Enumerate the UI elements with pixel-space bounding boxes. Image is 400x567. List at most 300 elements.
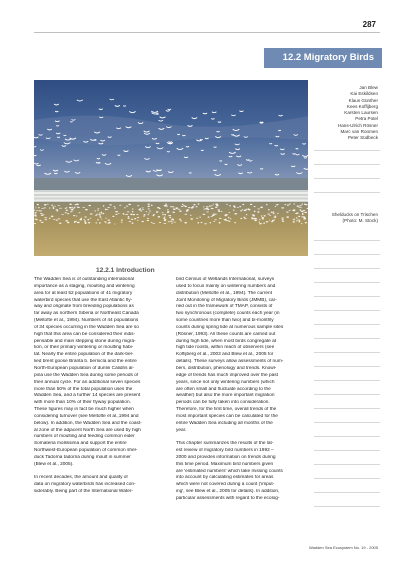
resting-bird bbox=[168, 211, 170, 212]
resting-bird bbox=[192, 206, 194, 207]
resting-bird bbox=[185, 206, 187, 207]
resting-bird bbox=[300, 209, 302, 210]
resting-bird bbox=[137, 217, 140, 218]
body-text-line: pina use the Wadden Sea during some periods of bbox=[34, 372, 139, 378]
resting-bird bbox=[259, 219, 260, 220]
resting-bird bbox=[134, 218, 136, 219]
body-text-line: bers, distribution, phenology and trends. Knowl- bbox=[176, 365, 277, 371]
body-text-line: (Rösner, 1993). All these counts are carried out bbox=[176, 331, 276, 337]
body-text-line: importance as a staging, moulting and wintering bbox=[34, 283, 135, 289]
resting-bird bbox=[196, 218, 198, 219]
resting-bird bbox=[132, 223, 134, 224]
resting-bird bbox=[266, 204, 267, 206]
resting-bird bbox=[53, 219, 55, 220]
resting-bird bbox=[168, 215, 171, 216]
body-text-line: of 34 species occurring in the Wadden Sea are so bbox=[34, 324, 139, 330]
resting-bird bbox=[129, 221, 132, 222]
body-text-line: Wadden Sea, and a further 14 species are present bbox=[34, 393, 141, 399]
resting-bird bbox=[258, 222, 260, 223]
resting-bird bbox=[180, 220, 182, 221]
resting-bird bbox=[162, 214, 164, 215]
resting-bird bbox=[262, 217, 264, 218]
resting-bird bbox=[152, 223, 155, 224]
resting-bird bbox=[131, 219, 134, 220]
resting-bird bbox=[97, 219, 99, 220]
rule-line bbox=[314, 464, 380, 465]
resting-bird bbox=[293, 219, 295, 220]
resting-bird bbox=[119, 205, 122, 206]
resting-bird bbox=[76, 216, 78, 217]
resting-bird bbox=[40, 213, 43, 214]
resting-bird bbox=[74, 207, 76, 208]
author-name: Karsten Laursen bbox=[344, 110, 378, 116]
resting-bird bbox=[175, 207, 178, 208]
rule-line bbox=[314, 436, 380, 437]
resting-bird bbox=[171, 223, 173, 224]
resting-bird bbox=[173, 222, 176, 223]
resting-bird bbox=[267, 214, 270, 215]
resting-bird bbox=[300, 207, 302, 208]
resting-bird bbox=[151, 205, 153, 207]
body-text-line: below). In addition, the Wadden Sea and the coast- bbox=[34, 420, 142, 426]
header-rule bbox=[34, 32, 380, 33]
resting-bird bbox=[144, 214, 146, 215]
body-column-left bbox=[34, 277, 168, 496]
author-name: Jan Blew bbox=[359, 85, 378, 90]
resting-bird bbox=[172, 219, 174, 220]
resting-bird bbox=[230, 218, 232, 219]
resting-bird bbox=[243, 217, 245, 218]
resting-bird bbox=[67, 222, 70, 224]
resting-bird bbox=[169, 217, 171, 218]
resting-bird bbox=[94, 210, 96, 211]
body-text-line: tat. Nearly the entire population of the dark-bel- bbox=[34, 352, 134, 358]
resting-bird bbox=[96, 214, 99, 215]
resting-bird bbox=[124, 207, 126, 208]
flying-bird bbox=[123, 106, 126, 107]
body-text-line: tion, or their primary wintering or moulting habi- bbox=[34, 345, 134, 351]
resting-bird bbox=[67, 213, 69, 214]
resting-bird bbox=[172, 212, 175, 213]
body-text-line: lied brent goose Branta b. bernicla and the entire bbox=[34, 359, 137, 365]
resting-bird bbox=[51, 216, 53, 218]
resting-bird bbox=[266, 221, 269, 222]
body-text-line: al zone of the adjacent North Sea are used by high bbox=[34, 427, 141, 433]
resting-bird bbox=[242, 204, 244, 205]
resting-bird bbox=[136, 214, 138, 215]
resting-bird bbox=[147, 206, 149, 207]
resting-bird bbox=[179, 210, 182, 212]
body-text-line: are often small and fluctuate according to the bbox=[176, 386, 271, 392]
photo-caption bbox=[298, 212, 378, 224]
body-text-line: In recent decades, the amount and quality of bbox=[34, 475, 128, 481]
resting-bird bbox=[228, 212, 230, 213]
resting-bird bbox=[82, 207, 85, 208]
rule-line bbox=[314, 352, 380, 353]
resting-bird bbox=[219, 222, 221, 223]
resting-bird bbox=[252, 215, 255, 216]
resting-bird bbox=[277, 213, 279, 214]
rule-line bbox=[314, 408, 380, 409]
resting-bird bbox=[240, 218, 242, 219]
resting-bird bbox=[228, 217, 230, 219]
resting-bird bbox=[293, 221, 295, 223]
resting-bird bbox=[38, 207, 40, 208]
body-text-line: more than 50% of the total population uses the bbox=[34, 386, 133, 392]
resting-bird bbox=[90, 218, 92, 219]
resting-bird bbox=[88, 222, 90, 223]
resting-bird bbox=[203, 214, 206, 215]
resting-bird bbox=[190, 218, 193, 219]
resting-bird bbox=[184, 222, 187, 224]
resting-bird bbox=[141, 221, 144, 222]
resting-bird bbox=[127, 211, 129, 212]
resting-bird bbox=[212, 215, 215, 216]
resting-bird bbox=[44, 217, 47, 218]
resting-bird bbox=[173, 208, 174, 209]
resting-bird bbox=[69, 204, 72, 206]
body-text-line: high that this area can be considered their indis- bbox=[34, 331, 136, 337]
resting-bird bbox=[229, 205, 231, 207]
body-text-line: ried out in the framework of TMAP, consists of bbox=[176, 304, 273, 310]
body-text-line: particular assessments with regard to the ecolog- bbox=[176, 495, 280, 501]
author-name: Marc van Roomen bbox=[340, 129, 378, 135]
resting-bird bbox=[76, 204, 79, 206]
author-name: Peter Südbeck bbox=[347, 135, 378, 141]
body-text-line: some countries more than two) and bi-monthly bbox=[176, 318, 274, 324]
resting-bird bbox=[121, 222, 123, 223]
author-name: Hans-Ulrich Rösner bbox=[337, 122, 378, 128]
resting-bird bbox=[36, 219, 38, 220]
resting-bird bbox=[84, 217, 86, 218]
resting-bird bbox=[153, 214, 155, 215]
flying-bird bbox=[118, 155, 121, 156]
resting-bird bbox=[65, 208, 67, 209]
body-text-line: during high tide, when most birds congregate at bbox=[176, 338, 277, 344]
body-text-line: which were not covered during a count ('imput- bbox=[176, 482, 275, 488]
body-text-line: weather) but also the more important migration bbox=[176, 393, 275, 399]
resting-bird bbox=[271, 221, 274, 222]
resting-bird bbox=[275, 206, 277, 207]
resting-bird bbox=[237, 207, 240, 208]
body-text-line: used to focus mainly on wintering numbers and bbox=[176, 283, 276, 289]
resting-bird bbox=[138, 209, 141, 210]
resting-bird bbox=[210, 216, 213, 217]
resting-bird bbox=[105, 222, 107, 223]
flying-bird bbox=[260, 122, 263, 123]
resting-bird bbox=[73, 208, 75, 209]
body-text-line: years, since not only wintering numbers (which bbox=[176, 379, 275, 385]
resting-bird bbox=[53, 208, 55, 209]
flying-bird bbox=[201, 150, 204, 151]
resting-bird bbox=[70, 209, 73, 210]
resting-bird bbox=[300, 210, 301, 211]
resting-bird bbox=[143, 216, 145, 217]
resting-bird bbox=[114, 224, 115, 225]
resting-bird bbox=[65, 220, 68, 221]
section-banner bbox=[264, 48, 382, 68]
resting-bird bbox=[299, 205, 302, 206]
resting-bird bbox=[55, 209, 58, 210]
resting-bird bbox=[221, 211, 223, 212]
resting-bird bbox=[115, 214, 118, 215]
resting-bird bbox=[49, 218, 51, 219]
resting-bird bbox=[284, 204, 286, 205]
resting-bird bbox=[170, 221, 173, 222]
body-text-line: year. bbox=[176, 427, 187, 433]
resting-bird bbox=[71, 207, 73, 208]
resting-bird bbox=[59, 208, 62, 209]
body-text-line: siderably. Being part of the International Water- bbox=[34, 489, 134, 495]
rule-line bbox=[314, 492, 380, 493]
rule-line bbox=[314, 506, 380, 507]
resting-bird bbox=[215, 207, 218, 208]
rule-line bbox=[314, 164, 380, 165]
resting-bird bbox=[69, 207, 72, 209]
resting-bird bbox=[273, 212, 275, 213]
resting-bird bbox=[107, 219, 110, 220]
resting-bird bbox=[132, 211, 134, 213]
resting-bird bbox=[271, 212, 273, 213]
resting-bird bbox=[104, 221, 107, 222]
resting-bird bbox=[148, 203, 150, 204]
resting-bird bbox=[186, 210, 189, 212]
resting-bird bbox=[206, 206, 209, 207]
resting-bird bbox=[99, 222, 101, 223]
rule-line bbox=[314, 282, 380, 283]
resting-bird bbox=[226, 220, 229, 221]
author-name: Kees Koffijberg bbox=[346, 103, 378, 109]
resting-bird bbox=[112, 216, 114, 217]
resting-bird bbox=[190, 215, 191, 216]
resting-bird bbox=[107, 223, 109, 224]
resting-bird bbox=[158, 216, 161, 218]
flying-bird bbox=[296, 148, 299, 149]
rule-line bbox=[314, 268, 380, 269]
resting-bird bbox=[254, 220, 257, 221]
resting-bird bbox=[304, 204, 306, 205]
resting-bird bbox=[261, 215, 262, 216]
page-number: 287 bbox=[362, 20, 376, 29]
resting-bird bbox=[84, 220, 86, 221]
resting-bird bbox=[97, 208, 99, 209]
resting-bird bbox=[125, 214, 128, 215]
resting-bird bbox=[163, 223, 166, 224]
resting-bird bbox=[44, 219, 47, 220]
resting-bird bbox=[282, 219, 284, 220]
resting-bird bbox=[37, 204, 39, 205]
resting-bird bbox=[58, 218, 61, 219]
resting-bird bbox=[142, 209, 144, 210]
resting-bird bbox=[100, 212, 102, 213]
resting-bird bbox=[165, 214, 167, 215]
resting-bird bbox=[281, 207, 284, 208]
resting-bird bbox=[219, 218, 222, 219]
resting-bird bbox=[95, 222, 97, 223]
resting-bird bbox=[182, 204, 184, 205]
resting-bird bbox=[214, 219, 217, 220]
resting-bird bbox=[95, 215, 97, 216]
resting-bird bbox=[57, 205, 60, 206]
rule-line bbox=[314, 422, 380, 423]
section-heading: 12.2.1 Introduction bbox=[96, 267, 155, 274]
resting-bird bbox=[178, 209, 180, 210]
resting-bird bbox=[254, 206, 256, 207]
resting-bird bbox=[54, 206, 56, 207]
resting-bird bbox=[184, 214, 187, 215]
resting-bird bbox=[101, 219, 103, 220]
resting-bird bbox=[147, 220, 150, 221]
resting-bird bbox=[210, 222, 212, 223]
rule-line bbox=[314, 178, 380, 179]
body-text-line: pensable and main stepping stone during migra- bbox=[34, 338, 136, 344]
resting-bird bbox=[272, 213, 274, 214]
resting-bird bbox=[206, 211, 209, 212]
resting-bird bbox=[263, 223, 265, 224]
resting-bird bbox=[209, 205, 211, 206]
section-title: 12.2 Migratory Birds bbox=[282, 52, 374, 63]
rule-line bbox=[314, 338, 380, 339]
resting-bird bbox=[146, 211, 148, 212]
resting-bird bbox=[81, 218, 83, 220]
author-name: Petra Potel bbox=[355, 116, 378, 122]
resting-bird bbox=[59, 223, 62, 224]
resting-bird bbox=[244, 210, 247, 211]
author-list bbox=[298, 85, 378, 142]
rule-line bbox=[314, 324, 380, 325]
resting-bird bbox=[199, 217, 201, 218]
body-text-line: most important species can be calculated for the bbox=[176, 413, 278, 419]
resting-bird bbox=[204, 223, 207, 224]
resting-bird bbox=[257, 211, 259, 212]
resting-bird bbox=[73, 215, 75, 216]
resting-bird bbox=[213, 204, 214, 205]
resting-bird bbox=[47, 204, 49, 205]
resting-bird bbox=[84, 219, 85, 220]
resting-bird bbox=[246, 209, 248, 210]
rule-line bbox=[314, 380, 380, 381]
resting-bird bbox=[234, 222, 235, 223]
body-text-line: est review of migratory bird numbers in 1992 – bbox=[176, 448, 274, 454]
paragraph-gap bbox=[176, 434, 309, 441]
resting-bird bbox=[88, 205, 91, 206]
resting-bird bbox=[149, 210, 151, 211]
resting-bird bbox=[218, 210, 220, 211]
body-text-line: data on migratory waterbirds has increased con- bbox=[34, 482, 136, 488]
resting-bird bbox=[77, 222, 80, 223]
body-text-line: ing', see Blew et al., 2005 for details). In addition, bbox=[176, 489, 280, 495]
resting-bird bbox=[159, 222, 161, 223]
resting-bird bbox=[282, 219, 284, 220]
resting-bird bbox=[234, 213, 237, 215]
bird-photo bbox=[34, 80, 308, 256]
resting-bird bbox=[85, 209, 88, 211]
resting-bird bbox=[257, 208, 260, 209]
body-text-line: entire Wadden Sea including all months of the bbox=[176, 420, 273, 426]
resting-bird bbox=[301, 203, 303, 204]
resting-bird bbox=[87, 219, 89, 221]
side-rules bbox=[314, 150, 380, 206]
resting-bird bbox=[130, 214, 132, 215]
resting-bird bbox=[105, 218, 107, 219]
body-text-line: two synchronous (complete) counts each year (in bbox=[176, 311, 280, 317]
resting-bird bbox=[250, 204, 253, 205]
resting-bird bbox=[298, 207, 300, 208]
resting-bird bbox=[84, 222, 87, 223]
resting-bird bbox=[262, 218, 265, 219]
resting-bird bbox=[213, 221, 215, 222]
resting-bird bbox=[41, 208, 44, 209]
body-text-line: numbers of moulting and feeding common eider bbox=[34, 434, 135, 440]
resting-bird bbox=[77, 207, 80, 208]
resting-bird bbox=[246, 214, 248, 215]
resting-bird bbox=[281, 218, 284, 219]
body-text-line: The Wadden Sea is of outstanding international bbox=[34, 277, 134, 282]
author-name: Klaus Günther bbox=[348, 97, 378, 103]
resting-bird bbox=[49, 208, 51, 209]
caption-line: Shelducks on Trischen bbox=[331, 212, 378, 217]
resting-bird bbox=[107, 207, 110, 208]
resting-bird bbox=[70, 211, 73, 212]
resting-bird bbox=[286, 212, 289, 213]
resting-bird bbox=[172, 206, 175, 207]
resting-bird bbox=[99, 216, 101, 218]
body-text-line: far away as northern Siberia or Northeast Canada bbox=[34, 311, 139, 317]
body-text-line: distribution (Meltofte et al., 1994). The current bbox=[176, 290, 273, 296]
resting-bird bbox=[217, 209, 220, 210]
flying-bird bbox=[94, 140, 97, 141]
resting-bird bbox=[206, 208, 209, 209]
body-text-line: These figures may in fact be much higher when bbox=[34, 407, 134, 413]
resting-bird bbox=[164, 205, 167, 207]
resting-bird bbox=[101, 213, 103, 214]
author-name: Kai Eskildsen bbox=[350, 91, 378, 97]
resting-bird bbox=[115, 211, 118, 212]
resting-bird bbox=[201, 222, 203, 223]
resting-bird bbox=[193, 204, 195, 205]
caption-line: (Photo: M. Stock) bbox=[342, 218, 378, 224]
resting-bird bbox=[90, 213, 93, 214]
resting-bird bbox=[121, 219, 123, 220]
resting-bird bbox=[179, 219, 181, 220]
resting-bird bbox=[41, 222, 44, 223]
resting-bird bbox=[211, 208, 214, 209]
resting-bird bbox=[34, 212, 36, 213]
footer: Wadden Sea Ecosystem No. 19 - 2005 bbox=[309, 545, 378, 550]
body-text-line: Therefore, for the first time, overall trends of the bbox=[176, 407, 277, 413]
resting-bird bbox=[223, 219, 226, 220]
resting-bird bbox=[79, 212, 81, 213]
resting-bird bbox=[203, 206, 204, 207]
resting-bird bbox=[252, 218, 254, 219]
resting-bird bbox=[273, 219, 275, 220]
resting-bird bbox=[105, 209, 108, 210]
resting-bird bbox=[268, 209, 270, 211]
resting-bird bbox=[208, 216, 210, 217]
resting-bird bbox=[188, 207, 191, 208]
resting-bird bbox=[65, 212, 67, 213]
resting-bird bbox=[44, 204, 47, 206]
resting-bird bbox=[151, 222, 153, 223]
body-text-line: Joint Monitoring of Migratory Birds (JMMB), car- bbox=[176, 297, 277, 303]
rule-line bbox=[314, 478, 380, 479]
body-text-line: Northwest-European population of common shel- bbox=[34, 448, 138, 454]
resting-bird bbox=[264, 215, 266, 216]
resting-bird bbox=[156, 211, 159, 213]
resting-bird bbox=[167, 209, 169, 210]
body-text-line: waterbird species that use the East Atlantic fly- bbox=[34, 297, 133, 303]
resting-bird bbox=[269, 215, 271, 216]
